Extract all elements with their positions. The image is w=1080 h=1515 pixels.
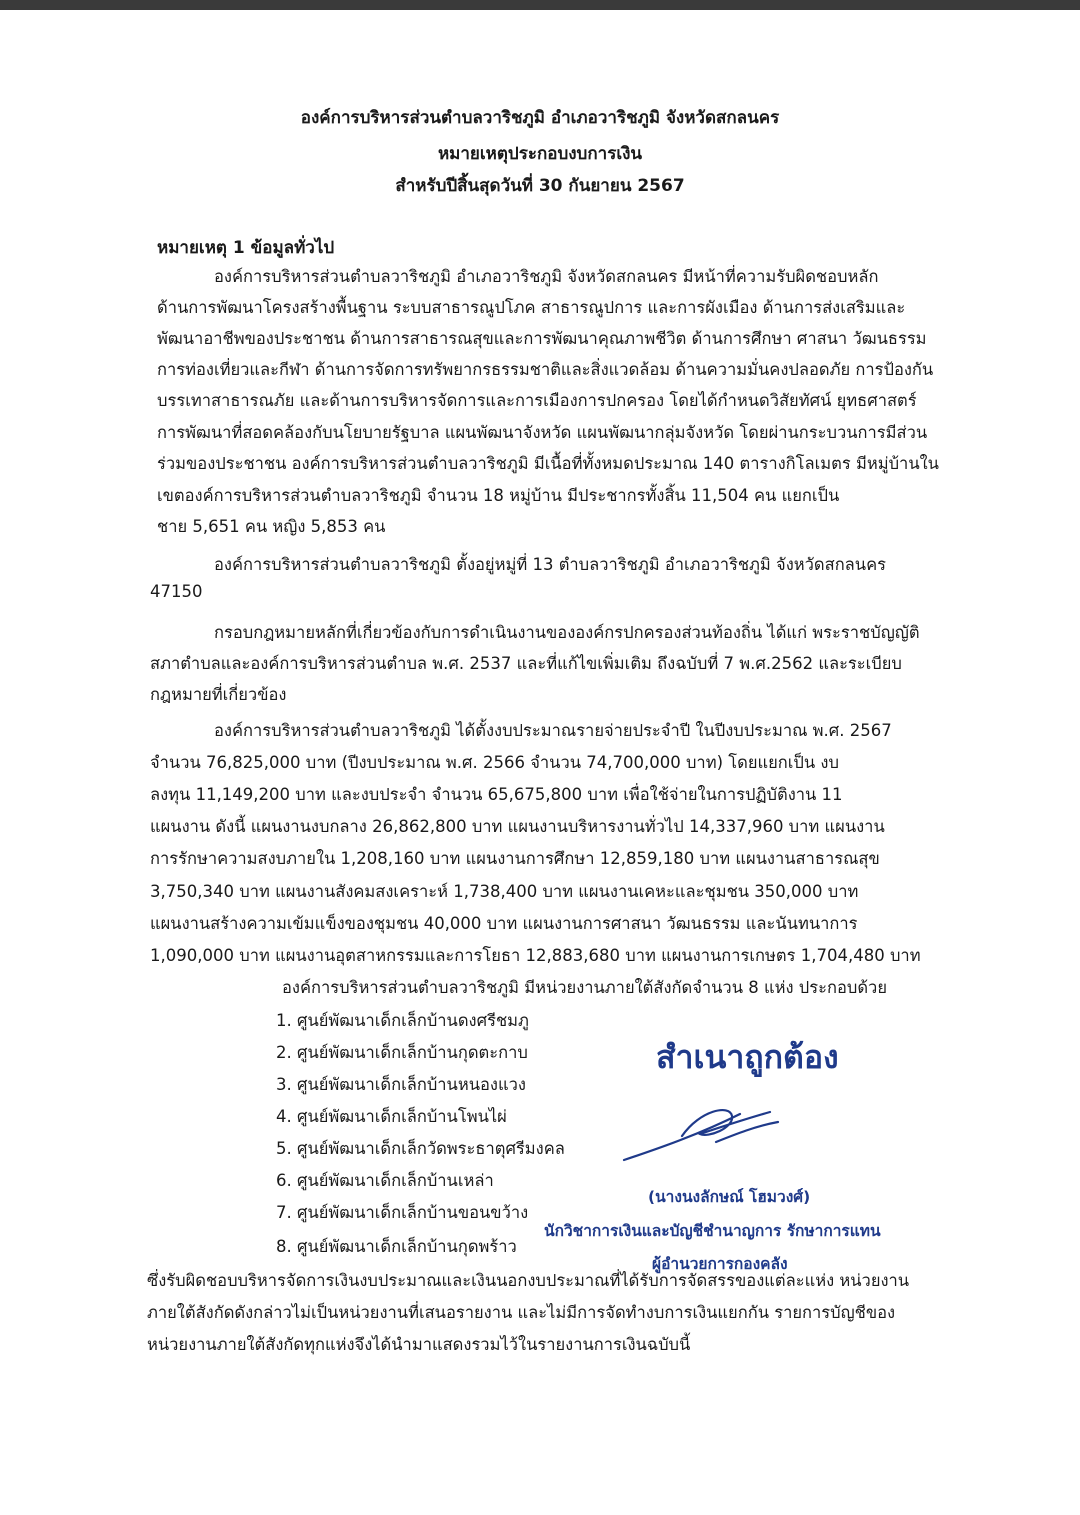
paragraph-line: กรอบกฎหมายหลักที่เกี่ยวข้องกับการดำเนินงานขององค์กรปกครองส่วนท้องถิ่น ได้แก่ พระราชบัญญัติ bbox=[214, 623, 920, 642]
paragraph-line: 3,750,340 บาท แผนงานสังคมสงเคราะห์ 1,738,400 บาท แผนงานเคหะและชุมชน 350,000 บาท bbox=[150, 882, 859, 901]
paragraph-line: ชาย 5,651 คน หญิง 5,853 คน bbox=[157, 517, 386, 536]
signer-department: ผู้อำนวยการกองคลัง bbox=[652, 1255, 788, 1273]
paragraph-line: พัฒนาอาชีพของประชาชน ด้านการสาธารณสุขและการพัฒนาคุณภาพชีวิต ด้านการศึกษา ศาสนา วัฒนธรรม bbox=[157, 329, 927, 348]
paragraph-line: ซึ่งรับผิดชอบบริหารจัดการเงินงบประมาณและเงินนอกงบประมาณที่ได้รับการจัดสรรของแต่ละแห่ง หน่วยงาน bbox=[147, 1271, 910, 1290]
unit-list-item: 5. ศูนย์พัฒนาเด็กเล็กวัดพระธาตุศรีมงคล bbox=[276, 1139, 565, 1158]
paragraph-line: การรักษาความสงบภายใน 1,208,160 บาท แผนงานการศึกษา 12,859,180 บาท แผนงานสาธารณสุข bbox=[150, 849, 880, 868]
unit-list-item: 2. ศูนย์พัฒนาเด็กเล็กบ้านกุดตะกาบ bbox=[276, 1043, 528, 1062]
paragraph-line: แผนงานสร้างความเข้มแข็งของชุมชน 40,000 บาท แผนงานการศาสนา วัฒนธรรม และนันทนาการ bbox=[150, 914, 858, 933]
document-title: องค์การบริหารส่วนตำบลวาริชภูมิ อำเภอวาริชภูมิ จังหวัดสกลนคร bbox=[300, 108, 780, 128]
document-period: สำหรับปีสิ้นสุดวันที่ 30 กันยายน 2567 bbox=[395, 176, 685, 196]
paragraph-line: องค์การบริหารส่วนตำบลวาริชภูมิ ได้ตั้งงบประมาณรายจ่ายประจำปี ในปีงบประมาณ พ.ศ. 2567 bbox=[214, 721, 892, 740]
unit-list-item: 8. ศูนย์พัฒนาเด็กเล็กบ้านกุดพร้าว bbox=[276, 1237, 517, 1256]
paragraph-line: การท่องเที่ยวและกีฬา ด้านการจัดการทรัพยากรธรรมชาติและสิ่งแวดล้อม ด้านความมั่นคงปลอดภัย การป้องกัน bbox=[157, 360, 934, 379]
paragraph-line: แผนงาน ดังนี้ แผนงานงบกลาง 26,862,800 บาท แผนงานบริหารงานทั่วไป 14,337,960 บาท แผนงาน bbox=[150, 817, 885, 836]
signer-name: (นางนงลักษณ์ โฮมวงศ์) bbox=[648, 1188, 811, 1206]
paragraph-line: จำนวน 76,825,000 บาท (ปีงบประมาณ พ.ศ. 2566 จำนวน 74,700,000 บาท) โดยแยกเป็น งบ bbox=[150, 753, 839, 772]
paragraph-line: องค์การบริหารส่วนตำบลวาริชภูมิ อำเภอวาริชภูมิ จังหวัดสกลนคร มีหน้าที่ความรับผิดชอบหลัก bbox=[214, 267, 879, 286]
note-heading: หมายเหตุ 1 ข้อมูลทั่วไป bbox=[157, 238, 335, 258]
paragraph-line: ภายใต้สังกัดดังกล่าวไม่เป็นหน่วยงานที่เสนอรายงาน และไม่มีการจัดทำงบการเงินแยกกัน รายการบัญชีของ bbox=[147, 1303, 896, 1322]
paragraph-line: ลงทุน 11,149,200 บาท และงบประจำ จำนวน 65,675,800 บาท เพื่อใช้จ่ายในการปฏิบัติงาน 11 bbox=[150, 785, 843, 804]
document-subtitle: หมายเหตุประกอบงบการเงิน bbox=[437, 144, 643, 164]
unit-list-item: 1. ศูนย์พัฒนาเด็กเล็กบ้านดงศรีชมภู bbox=[276, 1011, 529, 1030]
paragraph-line: ด้านการพัฒนาโครงสร้างพื้นฐาน ระบบสาธารณูปโภค สาธารณูปการ และการผังเมือง ด้านการส่งเสริมและ bbox=[157, 298, 906, 317]
unit-list-item: 7. ศูนย์พัฒนาเด็กเล็กบ้านขอนขว้าง bbox=[276, 1203, 529, 1222]
signer-position: นักวิชาการเงินและบัญชีชำนาญการ รักษาการแทน bbox=[544, 1222, 881, 1240]
paragraph-line: องค์การบริหารส่วนตำบลวาริชภูมิ มีหน่วยงานภายใต้สังกัดจำนวน 8 แห่ง ประกอบด้วย bbox=[282, 978, 887, 997]
unit-list-item: 4. ศูนย์พัฒนาเด็กเล็กบ้านโพนไผ่ bbox=[276, 1107, 507, 1126]
paragraph-line: การพัฒนาที่สอดคล้องกับนโยบายรัฐบาล แผนพัฒนาจังหวัด แผนพัฒนากลุ่มจังหวัด โดยผ่านกระบวนการมีส่วน bbox=[157, 423, 928, 442]
paragraph-line: สภาตำบลและองค์การบริหารส่วนตำบล พ.ศ. 2537 และที่แก้ไขเพิ่มเติม ถึงฉบับที่ 7 พ.ศ.2562 และระเบียบ bbox=[150, 654, 902, 673]
handwritten-signature bbox=[620, 1090, 790, 1170]
postal-code: 47150 bbox=[150, 582, 203, 601]
paragraph-line: เขตองค์การบริหารส่วนตำบลวาริชภูมิ จำนวน 18 หมู่บ้าน มีประชากรทั้งสิ้น 11,504 คน แยกเป็น bbox=[157, 486, 840, 505]
paragraph-line: กฎหมายที่เกี่ยวข้อง bbox=[150, 685, 287, 704]
paragraph-line: องค์การบริหารส่วนตำบลวาริชภูมิ ตั้งอยู่หมู่ที่ 13 ตำบลวาริชภูมิ อำเภอวาริชภูมิ จังหวัดสกลนคร bbox=[214, 555, 886, 574]
unit-list-item: 6. ศูนย์พัฒนาเด็กเล็กบ้านเหล่า bbox=[276, 1171, 494, 1190]
unit-list-item: 3. ศูนย์พัฒนาเด็กเล็กบ้านหนองแวง bbox=[276, 1075, 526, 1094]
paragraph-line: หน่วยงานภายใต้สังกัดทุกแห่งจึงได้นำมาแสดงรวมไว้ในรายงานการเงินฉบับนี้ bbox=[147, 1335, 691, 1354]
certified-copy-stamp: สำเนาถูกต้อง bbox=[656, 1038, 839, 1076]
paragraph-line: ร่วมของประชาชน องค์การบริหารส่วนตำบลวาริชภูมิ มีเนื้อที่ทั้งหมดประมาณ 140 ตารางกิโลเมตร มีหมู่บ้านใน bbox=[157, 454, 939, 473]
paragraph-line: บรรเทาสาธารณภัย และด้านการบริหารจัดการและการเมืองการปกครอง โดยได้กำหนดวิสัยทัศน์ ยุทธศาสตร์ bbox=[157, 391, 917, 410]
paragraph-line: 1,090,000 บาท แผนงานอุตสาหกรรมและการโยธา 12,883,680 บาท แผนงานการเกษตร 1,704,480 บาท bbox=[150, 946, 921, 965]
